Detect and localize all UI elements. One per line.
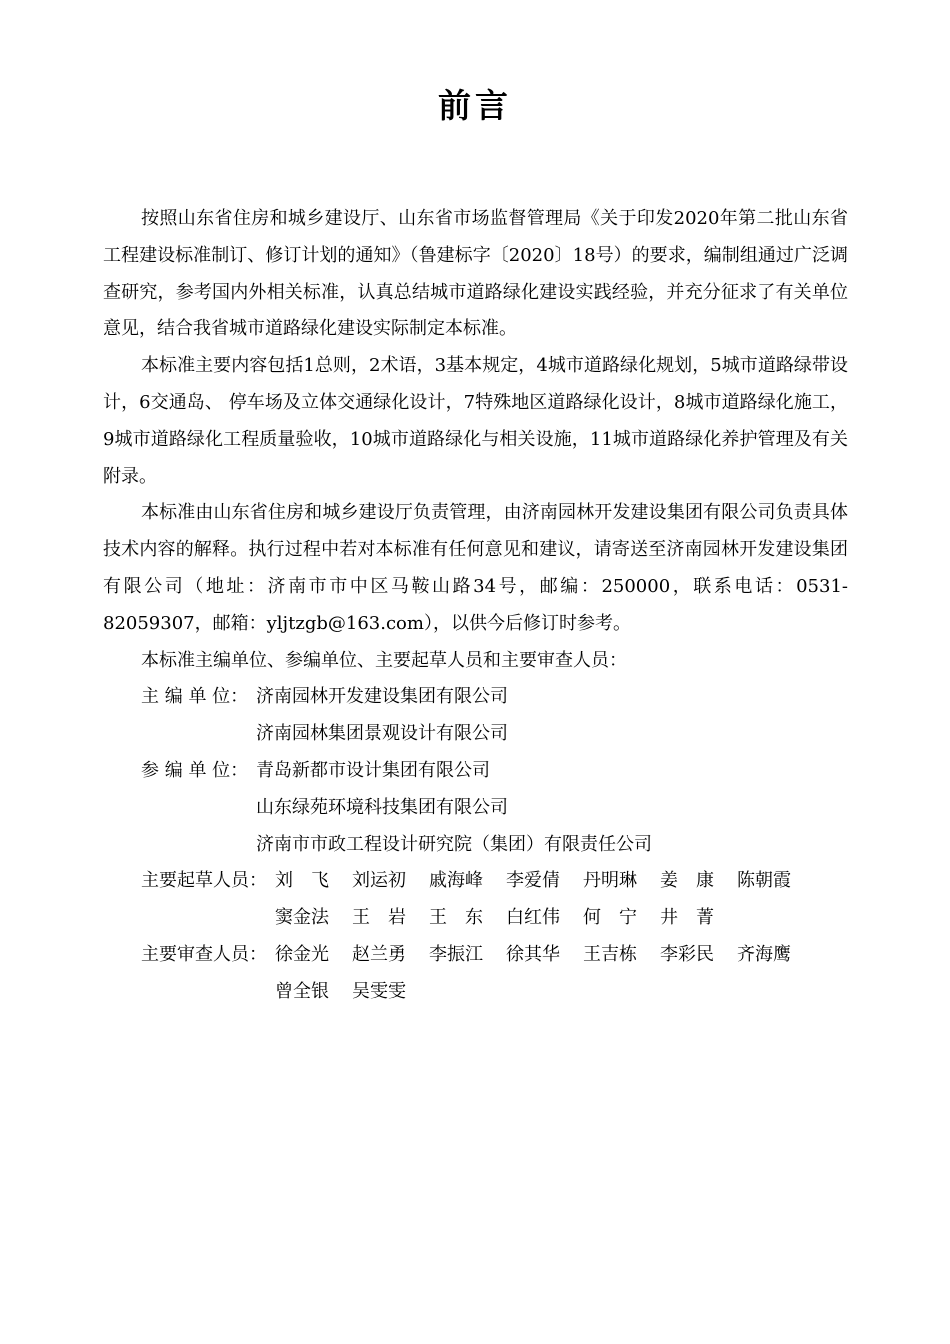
- paragraph-background: 按照山东省住房和城乡建设厅、山东省市场监督管理局《关于印发2020年第二批山东省工程建设标准制订、修订计划的通知》（鲁建标字〔2020〕18号）的要求，编制组通过广泛调查研究，参考国内外相关标准，认真总结城市道路绿化建设实践经验，并充分征求了有关单位意见，结合我省城市道路绿化建设实际制定本标准。: [103, 208, 848, 340]
- person-name: 刘运初: [352, 870, 406, 892]
- reviewers-names: [275, 937, 814, 974]
- reviewers-names: [275, 974, 429, 1011]
- document-body: [103, 201, 848, 1011]
- drafters-label: 主要起草人员：: [141, 870, 267, 892]
- participating-units-label: 参 编 单 位：: [141, 759, 249, 781]
- participating-unit: 山东绿苑环境科技集团有限公司: [256, 796, 508, 818]
- person-name: 陈朝霞: [737, 870, 791, 892]
- person-name: 窦金法: [275, 907, 329, 929]
- chief-units-label: 主 编 单 位：: [141, 686, 249, 708]
- participating-unit: 青岛新都市设计集团有限公司: [256, 759, 490, 781]
- reviewers-row-2: [103, 974, 848, 1011]
- person-name: 何 宁: [583, 907, 637, 929]
- person-name: 徐金光: [275, 943, 329, 965]
- participating-unit-row-3: [103, 827, 848, 864]
- person-name: 李振江: [429, 943, 483, 965]
- reviewers-row-1: [103, 937, 848, 974]
- chief-unit: 济南园林集团景观设计有限公司: [256, 723, 508, 745]
- person-name: 齐海鹰: [737, 943, 791, 965]
- person-name: 吴雯雯: [352, 980, 406, 1002]
- drafters-names: [275, 900, 737, 937]
- person-name: 徐其华: [506, 943, 560, 965]
- chief-unit-row-2: [103, 716, 848, 753]
- paragraph-management: 本标准由山东省住房和城乡建设厅负责管理，由济南园林开发建设集团有限公司负责具体技术内容的解释。执行过程中若对本标准有任何意见和建议，请寄送至济南园林开发建设集团有限公司（地址：济南市市中区马鞍山路34号，邮编：250000，联系电话：0531-82059307，邮箱：yljtzgb@163.com），以供今后修订时参考。: [103, 502, 848, 634]
- participating-unit-row-1: [103, 753, 848, 790]
- chief-unit: 济南园林开发建设集团有限公司: [256, 686, 508, 708]
- paragraph-units-intro: 本标准主编单位、参编单位、主要起草人员和主要审查人员：: [141, 649, 627, 671]
- person-name: 戚海峰: [429, 870, 483, 892]
- drafters-row-1: [103, 863, 848, 900]
- person-name: 丹明琳: [583, 870, 637, 892]
- person-name: 赵兰勇: [352, 943, 406, 965]
- person-name: 李彩民: [660, 943, 714, 965]
- person-name: 刘 飞: [275, 870, 329, 892]
- person-name: 李爱倩: [506, 870, 560, 892]
- participating-unit-row-2: [103, 790, 848, 827]
- person-name: 王 岩: [352, 907, 406, 929]
- participating-unit: 济南市市政工程设计研究院（集团）有限责任公司: [256, 833, 652, 855]
- reviewers-label: 主要审查人员：: [141, 943, 267, 965]
- person-name: 曾全银: [275, 980, 329, 1002]
- person-name: 王吉栋: [583, 943, 637, 965]
- chief-unit-row-1: [103, 679, 848, 716]
- person-name: 姜 康: [660, 870, 714, 892]
- drafters-row-2: [103, 900, 848, 937]
- drafters-names: [275, 863, 814, 900]
- paragraph-contents: 本标准主要内容包括1总则，2术语，3基本规定，4城市道路绿化规划，5城市道路绿带设计，6交通岛、 停车场及立体交通绿化设计，7特殊地区道路绿化设计，8城市道路绿化施工，9城市道路绿化工程质量验收，10城市道路绿化与相关设施，11城市道路绿化养护管理及有关附录。: [103, 355, 848, 487]
- person-name: 白红伟: [506, 907, 560, 929]
- page-title: 前言: [438, 86, 512, 125]
- person-name: 王 东: [429, 907, 483, 929]
- person-name: 井 菁: [660, 907, 714, 929]
